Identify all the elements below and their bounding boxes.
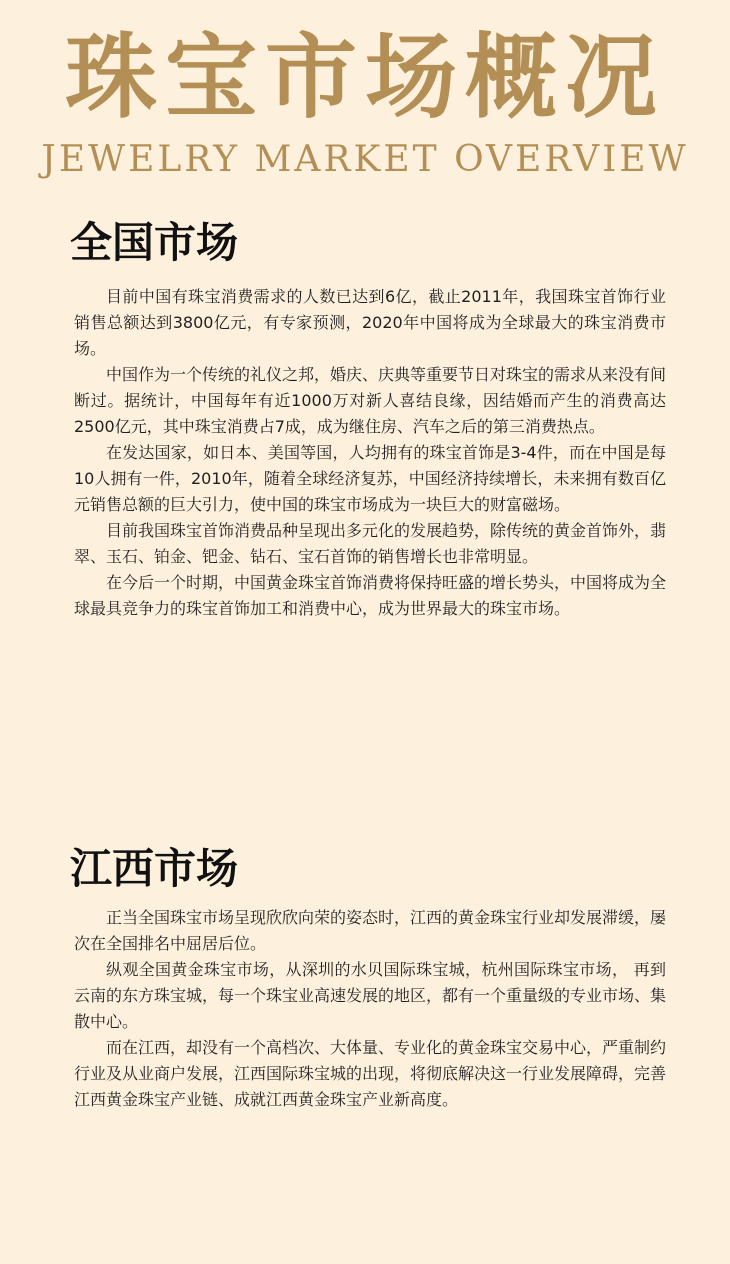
paragraph: 而在江西，却没有一个高档次、大体量、专业化的黄金珠宝交易中心，严重制约行业及从业商户发展，江西国际珠宝城的出现，将彻底解决这一行业发展障碍，完善江西黄金珠宝产业链、成就江西黄金珠宝产业新高度。 bbox=[74, 1038, 667, 1109]
paragraph: 中国作为一个传统的礼仪之邦，婚庆、庆典等重要节日对珠宝的需求从来没有间断过。据统计，中国每年有近1000万对新人喜结良缘，因结婚而产生的消费高达2500亿元，其中珠宝消费占7成，成为继住房、汽车之后的第三消费热点。 bbox=[74, 365, 667, 436]
page-subtitle: JEWELRY MARKET OVERVIEW bbox=[41, 139, 689, 180]
paragraph: 在今后一个时期，中国黄金珠宝首饰消费将保持旺盛的增长势头，中国将成为全球最具竞争力的珠宝首饰加工和消费中心，成为世界最大的珠宝市场。 bbox=[74, 573, 667, 618]
paragraph: 在发达国家，如日本、美国等国，人均拥有的珠宝首饰是3-4件，而在中国是每10人拥有一件，2010年，随着全球经济复苏，中国经济持续增长，未来拥有数百亿元销售总额的巨大引力，使中国的珠宝市场成为一块巨大的财富磁场。 bbox=[74, 443, 666, 514]
paragraph: 目前我国珠宝首饰消费品种呈现出多元化的发展趋势，除传统的黄金首饰外，翡翠、玉石、铂金、钯金、钻石、宝石首饰的销售增长也非常明显。 bbox=[74, 521, 667, 566]
paragraph: 纵观全国黄金珠宝市场，从深圳的水贝国际珠宝城，杭州国际珠宝市场， 再到云南的东方珠宝城，每一个珠宝业高速发展的地区，都有一个重量级的专业市场、集散中心。 bbox=[74, 960, 667, 1031]
section-heading-jiangxi: 江西市场 bbox=[70, 844, 239, 893]
section-body-jiangxi bbox=[74, 905, 666, 1113]
section-body-national bbox=[74, 284, 666, 622]
section-heading-national: 全国市场 bbox=[70, 218, 239, 267]
page-title: 珠宝市场概况 bbox=[64, 23, 665, 131]
paragraph: 正当全国珠宝市场呈现欣欣向荣的姿态时，江西的黄金珠宝行业却发展滞缓，屡次在全国排名中屈居后位。 bbox=[74, 908, 667, 953]
paragraph: 目前中国有珠宝消费需求的人数已达到6亿，截止2011年，我国珠宝首饰行业销售总额达到3800亿元，有专家预测，2020年中国将成为全球最大的珠宝消费市场。 bbox=[74, 287, 666, 358]
